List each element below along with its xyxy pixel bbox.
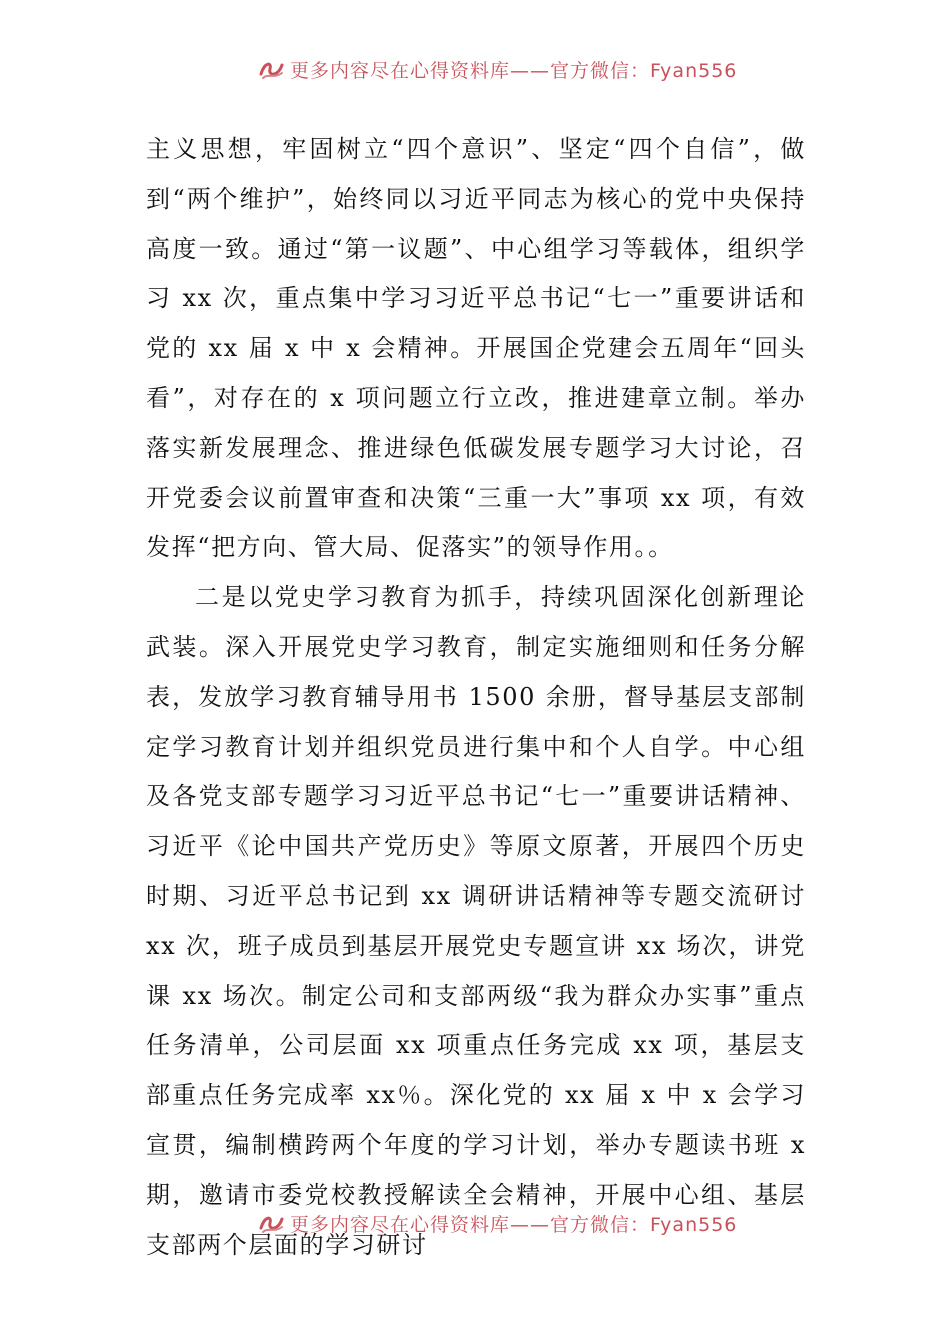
footer-watermark [0, 1206, 950, 1236]
paragraph-party-history: 二是以党史学习教育为抓手，持续巩固深化创新理论武装。深入开展党史学习教育，制定实施细则和任务分解表，发放学习教育辅导用书 1500 余册，督导基层支部制定学习教育计划并组织党员进行集中和个人自学。中心组及各党支部专题学习习近平总书记“七一”重要讲话精神、习近平《论中国共产党历史》等原文原著，开展四个历史时期、习近平总书记到 xx 调研讲话精神等专题交流研讨 xx 次，班子成员到基层开展党史专题宣讲 xx 场次，讲党课 xx 场次。制定公司和支部两级“我为群众办实事”重点任务清单，公司层面 xx 项重点任务完成 xx 项，基层支部重点任务完成率 xx％。深化党的 xx 届 x 中 x 会学习宣贯，编制横跨两个年度的学习计划，举办专题读书班 x 期，邀请市委党校教授解读全会精神，开展中心组、基层支部两个层面的学习研讨 [146, 583, 806, 1259]
watermark-text: 更多内容尽在心得资料库——官方微信：Fyan556 [290, 1214, 738, 1236]
paragraph-continuation: 主义思想，牢固树立“四个意识”、坚定“四个自信”，做到“两个维护”，始终同以习近平同志为核心的党中央保持高度一致。通过“第一议题”、中心组学习等载体，组织学习 xx 次，重点集中学习习近平总书记“七一”重要讲话和党的 xx 届 x 中 x 会精神。开展国企党建会五周年“回头看”，对存在的 x 项问题立行立改，推进建章立制。举办落实新发展理念、推进绿色低碳发展专题学习大讨论，召开党委会议前置审查和决策“三重一大”事项 xx 项，有效发挥“把方向、管大局、促落实”的领导作用。。 [146, 135, 806, 562]
document-body [146, 125, 806, 1270]
ribbon-logo-icon [258, 59, 286, 81]
watermark-text: 更多内容尽在心得资料库——官方微信：Fyan556 [290, 60, 738, 82]
ribbon-logo-icon [258, 1213, 286, 1235]
header-watermark [0, 52, 950, 82]
